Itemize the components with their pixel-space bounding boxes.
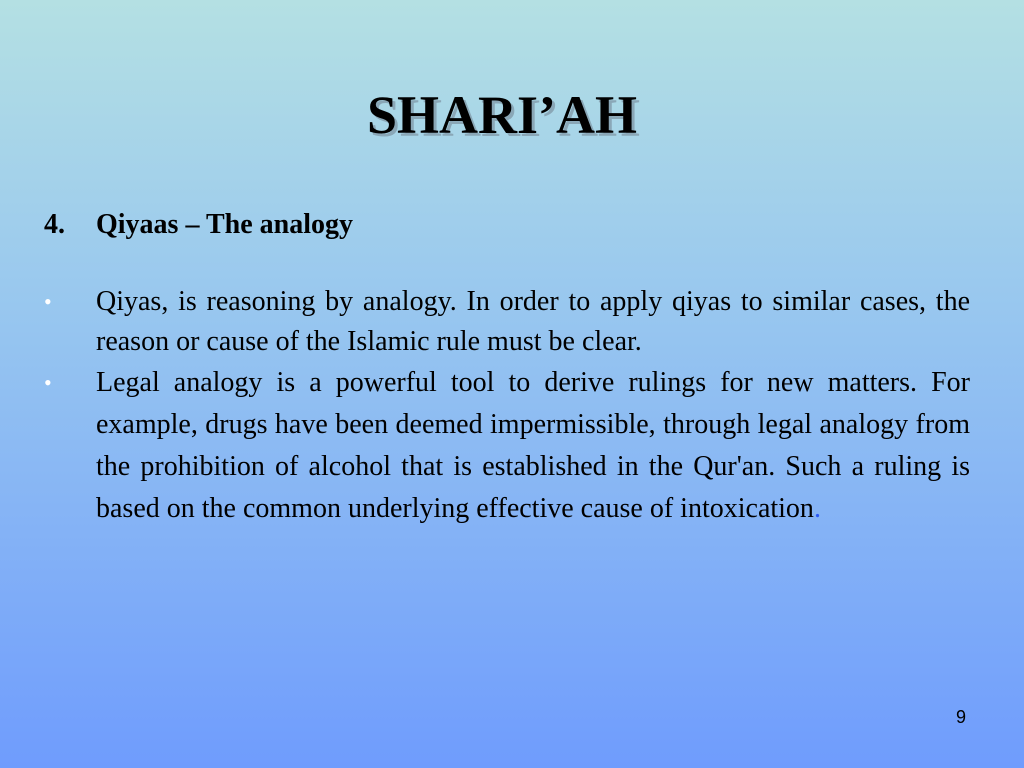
bullet-trailing-period: . [813,493,821,524]
section-heading-text: Qiyaas – The analogy [96,209,353,240]
bullet-text: Qiyas, is reasoning by analogy. In order to apply qiyas to similar cases, the reason or cause of the Islamic rule must be clear. [96,286,970,357]
slide-title: SHARI’AH [366,85,638,145]
bullet-text: Legal analogy is a powerful tool to derive rulings for new matters. For example, drugs have been deemed impermissible, through legal analogy from the prohibition of alcohol that is established in the Qur'an. Such a ruling is based on the common underlying effective cause of intoxication [96,367,970,524]
section-heading [44,206,974,244]
bullet-item [40,362,970,530]
bullet-dot-icon: • [44,370,52,395]
bullet-dot-icon: • [44,289,52,314]
bullet-item [40,282,970,362]
section-number: 4. [44,209,65,240]
page-number: 9 [955,707,966,727]
bullet-list [40,282,970,530]
